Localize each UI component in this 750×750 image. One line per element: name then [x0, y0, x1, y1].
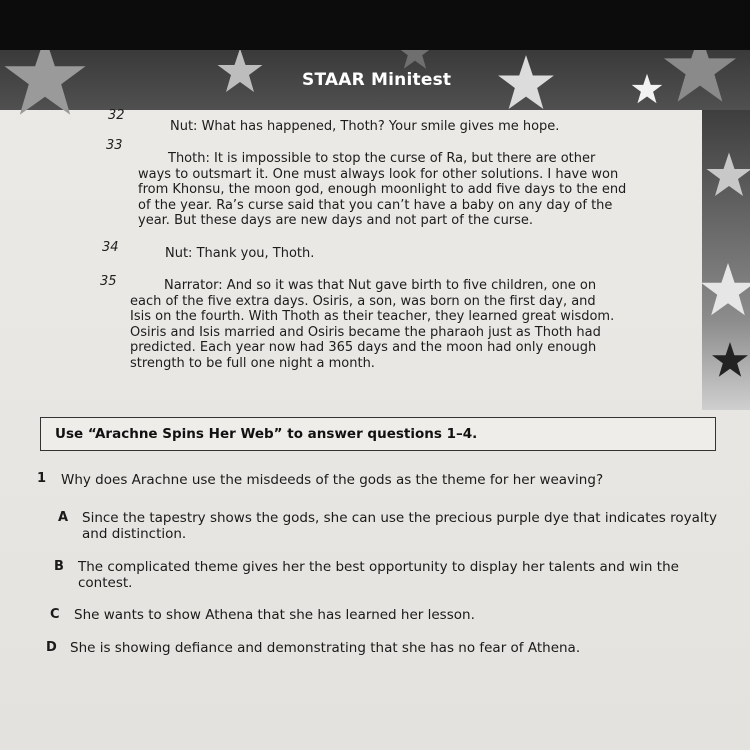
paragraph-number: 35: [100, 274, 117, 289]
paragraph-number: 33: [106, 138, 123, 153]
star-icon: [0, 50, 100, 122]
decorative-star-band: [702, 110, 750, 410]
paragraph-number: 32: [108, 108, 125, 123]
paragraph-line: Nut: Thank you, Thoth.: [165, 246, 315, 261]
option-c[interactable]: [74, 607, 475, 623]
paragraph-line: Isis on the fourth. With Thoth as their teacher, they learned great wisdom.: [130, 309, 615, 324]
paragraph-line: from Khonsu, the moon god, enough moonlight to add five days to the end: [138, 182, 627, 197]
option-c-letter: C: [50, 607, 60, 622]
instruction-text: Use “Arachne Spins Her Web” to answer questions 1–4.: [55, 426, 478, 442]
paragraph-line: each of the five extra days. Osiris, a son, was born on the first day, and: [130, 293, 596, 309]
star-icon: [495, 52, 557, 114]
test-page: [0, 50, 750, 750]
paragraph-line: Osiris and Isis married and Osiris became the pharaoh just as Thoth had: [130, 324, 601, 340]
star-icon: [710, 340, 750, 380]
paragraph: [130, 278, 614, 371]
paragraph-line: year. But these days are new days and not part of the curse.: [138, 213, 534, 228]
paragraph-line: Nut: What has happened, Thoth? Your smile gives me hope.: [170, 119, 560, 134]
paragraph-line: Narrator: And so it was that Nut gave birth to five children, one on: [164, 278, 597, 293]
star-icon: [704, 150, 750, 200]
option-a-line: Since the tapestry shows the gods, she can use the precious purple dye that indicates royalty: [82, 510, 717, 526]
paragraph-line: of the year. Ra’s curse said that you can’t have a baby on any day of the: [138, 197, 613, 213]
paragraph-line: Thoth: It is impossible to stop the curse of Ra, but there are other: [168, 151, 596, 166]
option-a-letter: A: [58, 510, 69, 525]
paragraph: [165, 246, 314, 262]
question-text: Why does Arachne use the misdeeds of the gods as the theme for her weaving?: [61, 472, 604, 488]
option-a[interactable]: [82, 510, 717, 542]
option-d[interactable]: [70, 640, 580, 656]
option-d-letter: D: [46, 640, 57, 655]
star-icon: [630, 72, 664, 106]
paragraph: [170, 119, 559, 135]
star-icon: [660, 50, 740, 108]
question-number: 1: [37, 471, 47, 486]
star-icon: [395, 50, 435, 72]
paragraph-number: 34: [102, 240, 119, 255]
paragraph-line: predicted. Each year now had 365 days and the moon had only enough: [130, 340, 597, 355]
option-b-letter: B: [54, 559, 64, 574]
paragraph-line: strength to be full one night a month.: [130, 355, 375, 371]
star-icon: [698, 260, 750, 320]
option-b[interactable]: [78, 559, 679, 591]
option-c-line: She wants to show Athena that she has learned her lesson.: [74, 607, 475, 623]
option-b-line: The complicated theme gives her the best opportunity to display her talents and win the: [78, 559, 679, 575]
page-title: STAAR Minitest: [302, 70, 452, 90]
option-b-line: contest.: [78, 575, 133, 591]
option-a-line: and distinction.: [82, 526, 187, 542]
instruction-box: [40, 417, 716, 451]
paragraph-line: ways to outsmart it. One must always look for other solutions. I have won: [138, 166, 619, 182]
header-banner: [0, 50, 750, 110]
star-icon: [215, 50, 265, 96]
paragraph: [138, 151, 626, 229]
option-d-line: She is showing defiance and demonstrating that she has no fear of Athena.: [70, 640, 581, 656]
